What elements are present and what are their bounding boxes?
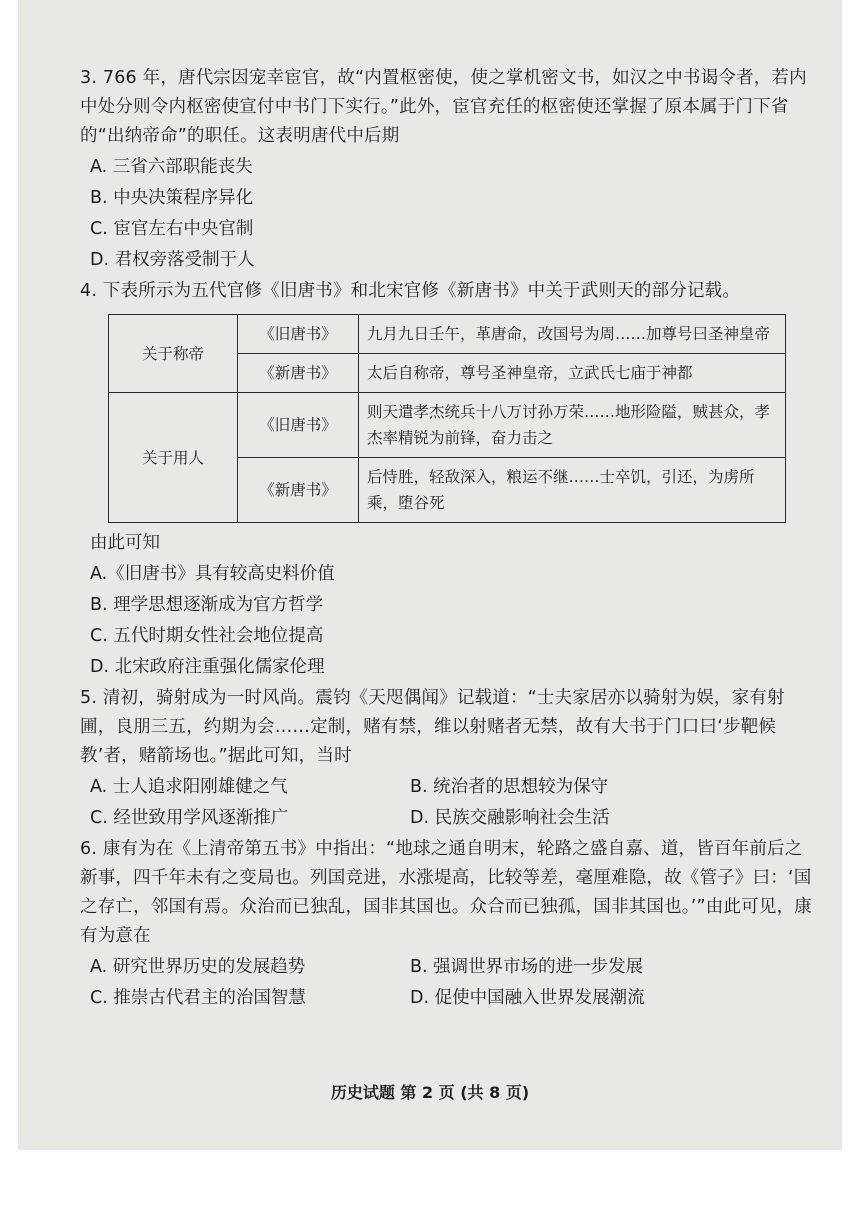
option-a: A.《旧唐书》具有较高史料价值: [90, 564, 335, 584]
option-d: D. 促使中国融入世界发展潮流: [410, 988, 645, 1008]
option-a: A. 研究世界历史的发展趋势: [90, 957, 306, 977]
record-cell: 则天遣孝杰统兵十八万讨孙万荣……地形险隘，贼甚众，孝杰率精锐为前锋，奋力击之: [359, 393, 786, 458]
book-cell: 《新唐书》: [238, 354, 359, 393]
table-row: [109, 393, 786, 458]
option-a: A. 三省六部职能丧失: [90, 157, 253, 177]
question-5: [80, 684, 820, 833]
exam-page: [18, 0, 842, 1150]
option-b: B. 强调世界市场的进一步发展: [410, 957, 644, 977]
option-b: B. 中央决策程序异化: [90, 188, 254, 208]
book-cell: 《新唐书》: [238, 458, 359, 523]
question-6: [80, 835, 820, 1013]
option-c: C. 宦官左右中央官制: [90, 219, 254, 239]
option-b: B. 统治者的思想较为保守: [410, 777, 609, 797]
record-cell: 九月九日壬午，革唐命，改国号为周……加尊号曰圣神皇帝: [359, 315, 786, 354]
option-c: C. 五代时期女性社会地位提高: [90, 626, 324, 646]
options-row: [90, 984, 820, 1013]
question-stem: 5. 清初，骑射成为一时风尚。震钧《天咫偶闻》记载道：“士夫家居亦以骑射为娱，家有射圃，良朋三五，约期为会……定制，赌有禁，维以射赌者无禁，故有大书于门口曰‘步靶候教’者，赌箭场也。”据此可知，当时: [80, 688, 785, 766]
options-row: [90, 804, 820, 833]
option-d: D. 北宋政府注重强化儒家伦理: [90, 657, 325, 677]
topic-cell: 关于称帝: [109, 315, 238, 393]
question-lead: 由此可知: [90, 533, 160, 553]
questions: [80, 64, 820, 1013]
topic-cell: 关于用人: [109, 393, 238, 523]
option-d: D. 君权旁落受制于人: [90, 250, 255, 270]
book-cell: 《旧唐书》: [238, 393, 359, 458]
question-3: [80, 64, 820, 275]
option-b: B. 理学思想逐渐成为官方哲学: [90, 595, 324, 615]
question-stem: 4. 下表所示为五代官修《旧唐书》和北宋官修《新唐书》中关于武则天的部分记载。: [80, 281, 741, 301]
option-c: C. 推崇古代君主的治国智慧: [90, 988, 306, 1008]
book-cell: 《旧唐书》: [238, 315, 359, 354]
record-cell: 太后自称帝，尊号圣神皇帝，立武氏七庙于神都: [359, 354, 786, 393]
options-row: [90, 773, 820, 802]
table-row: [109, 315, 786, 354]
option-c: C. 经世致用学风逐渐推广: [90, 808, 289, 828]
question-stem: 6. 康有为在《上清帝第五书》中指出：“地球之通自明末，轮路之盛自嘉、道，皆百年前后之新事，四千年未有之变局也。列国竞进，水涨堤高，比较等差，毫厘难隐，故《管子》曰：‘国之存亡，邻国有焉。众治而已独乱，国非其国也。众合而已独孤，国非其国也。’”由此可见，康有为意在: [80, 839, 812, 946]
record-cell: 后恃胜，轻敌深入，粮运不继……士卒饥，引还，为虏所乘，堕谷死: [359, 458, 786, 523]
question-4: [80, 277, 820, 682]
page-footer: 历史试题 第 2 页 (共 8 页): [330, 1083, 530, 1102]
comparison-table: [108, 314, 786, 523]
option-a: A. 士人追求阳刚雄健之气: [90, 777, 288, 797]
options-row: [90, 953, 820, 982]
question-stem: 3. 766 年，唐代宗因宠幸宦官，故“内置枢密使，使之掌机密文书，如汉之中书谒令者，若内中处分则令内枢密使宣付中书门下实行。”此外，宦官充任的枢密使还掌握了原本属于门下省的“出纳帝命”的职任。这表明唐代中后期: [80, 68, 807, 146]
option-d: D. 民族交融影响社会生活: [410, 808, 610, 828]
